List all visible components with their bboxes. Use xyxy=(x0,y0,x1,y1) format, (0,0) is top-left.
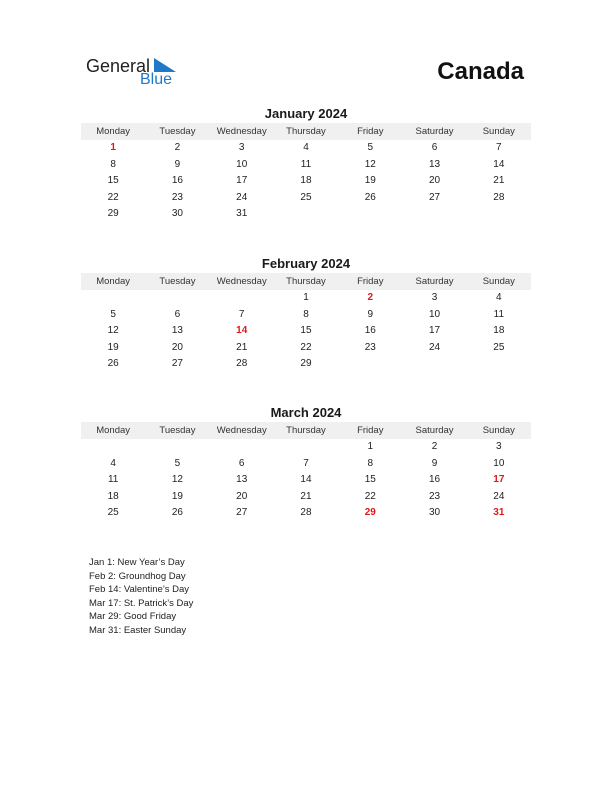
week-row xyxy=(81,157,531,174)
weekday-header xyxy=(81,422,531,439)
weekday-label: Tuesday xyxy=(159,126,196,137)
day-cell: 16 xyxy=(364,325,376,336)
day-cell: 10 xyxy=(428,308,441,320)
week-row xyxy=(81,190,531,207)
day-cell: 9 xyxy=(431,457,438,469)
weekday-label: Sunday xyxy=(482,425,515,436)
day-cell: 12 xyxy=(107,325,119,336)
day-cell: 7 xyxy=(496,142,502,153)
day-cell: 18 xyxy=(493,325,505,336)
day-cell: 2 xyxy=(174,142,181,153)
day-cell: 22 xyxy=(300,341,312,353)
day-cell: 29 xyxy=(364,507,376,518)
day-cell: 13 xyxy=(171,325,183,336)
week-row xyxy=(81,290,531,307)
week-row xyxy=(81,489,531,506)
holiday-item: Mar 29: Good Friday xyxy=(89,611,177,622)
day-cell: 11 xyxy=(107,474,119,485)
week-row xyxy=(81,439,531,456)
day-cell: 4 xyxy=(110,457,116,469)
weekday-label: Monday xyxy=(96,126,131,137)
weekday-label: Sunday xyxy=(482,276,515,287)
day-cell: 6 xyxy=(238,457,245,469)
day-cell: 25 xyxy=(493,341,505,353)
day-cell: 24 xyxy=(236,191,248,203)
logo-blue-text: Blue xyxy=(140,71,173,88)
day-cell: 31 xyxy=(236,208,248,219)
holiday-list xyxy=(89,556,193,637)
day-cell: 27 xyxy=(171,358,183,369)
day-cell: 3 xyxy=(238,142,245,153)
weekday-label: Monday xyxy=(96,425,131,436)
day-cell: 28 xyxy=(493,191,505,203)
day-cell: 16 xyxy=(428,474,441,485)
day-cell: 27 xyxy=(428,191,441,203)
day-cell: 17 xyxy=(428,325,441,336)
weekday-label: Saturday xyxy=(415,425,454,436)
empty-day-cell xyxy=(338,206,402,223)
weekday-label: Thursday xyxy=(286,126,326,137)
country-title: Canada xyxy=(437,58,524,85)
day-cell: 3 xyxy=(431,292,438,303)
day-cell: 26 xyxy=(107,358,119,369)
weekday-label: Thursday xyxy=(286,276,326,287)
empty-day-cell xyxy=(467,356,531,373)
day-cell: 5 xyxy=(367,142,374,153)
day-cell: 14 xyxy=(493,158,505,170)
day-cell: 23 xyxy=(428,490,441,502)
day-cell: 24 xyxy=(493,490,505,502)
day-cell: 21 xyxy=(493,175,505,186)
day-cell: 8 xyxy=(303,308,309,320)
empty-day-cell xyxy=(402,206,466,223)
day-cell: 9 xyxy=(367,308,374,320)
day-cell: 1 xyxy=(110,142,116,153)
day-cell: 30 xyxy=(171,208,183,219)
month-title: February 2024 xyxy=(261,256,351,271)
day-cell: 30 xyxy=(428,507,441,518)
weekday-label: Saturday xyxy=(415,276,454,287)
day-cell: 25 xyxy=(107,507,119,518)
holiday-item: Mar 31: Easter Sunday xyxy=(89,624,187,636)
day-cell: 13 xyxy=(428,158,441,170)
day-cell: 27 xyxy=(236,507,248,518)
day-cell: 10 xyxy=(236,158,248,170)
day-cell: 7 xyxy=(238,308,245,320)
month-february xyxy=(81,256,531,373)
weekday-label: Monday xyxy=(96,276,131,287)
month-january xyxy=(81,106,531,223)
day-cell: 18 xyxy=(300,175,312,186)
weekday-label: Wednesday xyxy=(216,276,267,287)
day-cell: 14 xyxy=(236,325,248,336)
empty-day-cell xyxy=(210,290,274,307)
week-row xyxy=(81,307,531,324)
day-cell: 20 xyxy=(428,175,441,186)
day-cell: 12 xyxy=(171,474,183,485)
weekday-label: Saturday xyxy=(415,126,454,137)
weekday-label: Friday xyxy=(357,276,384,287)
holiday-item: Mar 17: St. Patrick’s Day xyxy=(89,597,194,609)
empty-day-cell xyxy=(274,439,338,456)
day-cell: 16 xyxy=(171,175,183,186)
day-cell: 11 xyxy=(493,308,505,320)
day-cell: 26 xyxy=(171,507,183,518)
month-title: March 2024 xyxy=(270,405,342,420)
day-cell: 21 xyxy=(300,490,312,502)
week-row xyxy=(81,505,531,522)
day-cell: 5 xyxy=(174,457,181,469)
weekday-label: Friday xyxy=(357,126,384,137)
week-row xyxy=(81,323,531,340)
week-row xyxy=(81,340,531,357)
day-cell: 1 xyxy=(303,292,309,303)
weekday-header xyxy=(81,273,531,290)
empty-day-cell xyxy=(402,356,466,373)
empty-day-cell xyxy=(81,290,145,307)
day-cell: 25 xyxy=(300,191,312,203)
empty-day-cell xyxy=(467,206,531,223)
empty-day-cell xyxy=(274,206,338,223)
day-cell: 23 xyxy=(364,341,376,353)
logo-flag-icon xyxy=(154,58,176,72)
day-cell: 8 xyxy=(367,457,374,469)
holiday-item: Feb 14: Valentine’s Day xyxy=(89,584,189,595)
day-cell: 12 xyxy=(364,158,376,170)
holiday-item: Jan 1: New Year’s Day xyxy=(89,557,185,568)
day-cell: 17 xyxy=(493,474,505,485)
day-cell: 29 xyxy=(300,358,312,369)
day-cell: 13 xyxy=(236,474,248,485)
month-march xyxy=(81,405,531,522)
day-cell: 6 xyxy=(431,142,438,153)
day-cell: 8 xyxy=(110,158,116,170)
day-cell: 19 xyxy=(171,490,183,502)
logo-general-text: General xyxy=(86,56,151,76)
day-cell: 4 xyxy=(303,142,309,153)
day-cell: 11 xyxy=(300,158,312,170)
day-cell: 18 xyxy=(107,490,119,502)
day-cell: 6 xyxy=(174,308,181,320)
week-row xyxy=(81,140,531,157)
day-cell: 21 xyxy=(236,341,248,353)
day-cell: 10 xyxy=(493,457,505,469)
day-cell: 19 xyxy=(364,175,376,186)
weekday-label: Wednesday xyxy=(216,126,267,137)
week-row xyxy=(81,472,531,489)
logo xyxy=(86,56,186,92)
day-cell: 15 xyxy=(300,325,312,336)
day-cell: 31 xyxy=(493,507,505,518)
day-cell: 22 xyxy=(107,191,119,203)
day-cell: 24 xyxy=(428,341,441,353)
day-cell: 5 xyxy=(110,308,116,320)
empty-day-cell xyxy=(81,439,145,456)
day-cell: 22 xyxy=(364,490,376,502)
month-title: January 2024 xyxy=(264,106,348,121)
week-row xyxy=(81,173,531,190)
day-cell: 1 xyxy=(367,441,374,452)
day-cell: 23 xyxy=(171,191,183,203)
weekday-label: Wednesday xyxy=(216,425,267,436)
empty-day-cell xyxy=(145,290,209,307)
day-cell: 20 xyxy=(171,341,183,353)
empty-day-cell xyxy=(210,439,274,456)
day-cell: 29 xyxy=(107,208,119,219)
holiday-item: Feb 2: Groundhog Day xyxy=(89,570,186,582)
day-cell: 15 xyxy=(107,175,119,186)
empty-day-cell xyxy=(338,356,402,373)
day-cell: 2 xyxy=(431,441,438,452)
weekday-label: Thursday xyxy=(286,425,326,436)
empty-day-cell xyxy=(145,439,209,456)
day-cell: 4 xyxy=(496,292,502,303)
day-cell: 3 xyxy=(496,441,502,452)
day-cell: 14 xyxy=(300,474,312,485)
day-cell: 19 xyxy=(107,341,119,353)
day-cell: 17 xyxy=(236,175,248,186)
day-cell: 9 xyxy=(174,158,181,170)
day-cell: 7 xyxy=(303,457,309,469)
day-cell: 28 xyxy=(300,507,312,518)
day-cell: 26 xyxy=(364,191,376,203)
weekday-label: Sunday xyxy=(482,126,515,137)
week-row xyxy=(81,356,531,373)
day-cell: 28 xyxy=(236,358,248,369)
day-cell: 2 xyxy=(367,292,374,303)
weekday-header xyxy=(81,123,531,140)
weekday-label: Friday xyxy=(357,425,384,436)
day-cell: 15 xyxy=(364,474,376,485)
weekday-label: Tuesday xyxy=(159,276,196,287)
week-row xyxy=(81,456,531,473)
week-row xyxy=(81,206,531,223)
day-cell: 20 xyxy=(236,490,248,502)
weekday-label: Tuesday xyxy=(159,425,196,436)
